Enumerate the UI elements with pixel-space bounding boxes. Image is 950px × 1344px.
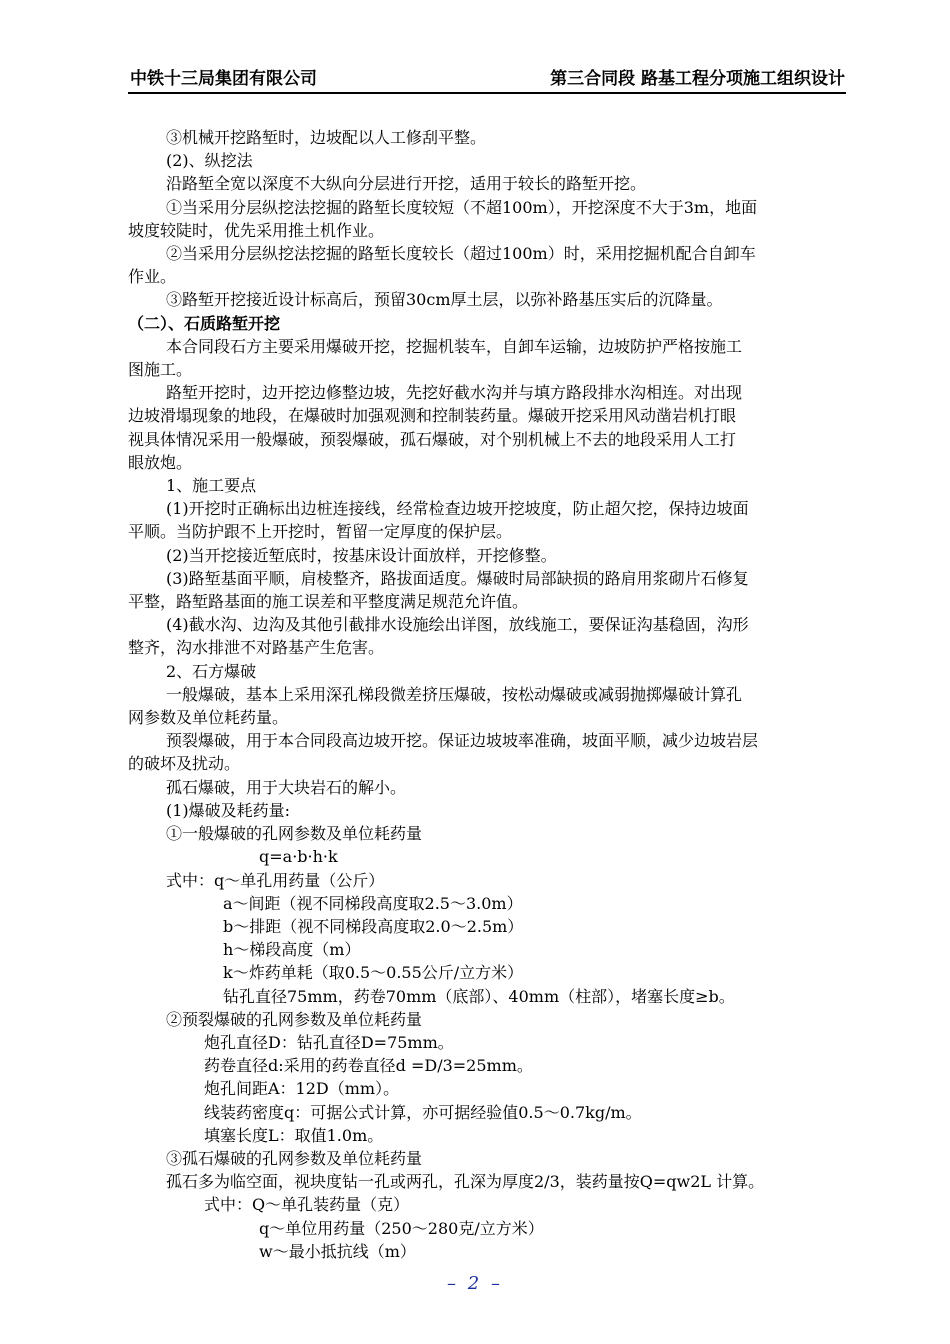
paragraph-line: ②当采用分层纵挖法挖掘的路堑长度较长（超过100m）时，采用挖掘机配合自卸车: [166, 244, 756, 264]
formula-definition: b～排距（视不同梯段高度取2.0～2.5m）: [223, 916, 524, 936]
paragraph-line: 的破坏及扰动。: [128, 754, 241, 774]
paragraph-line: ③机械开挖路堑时，边坡配以人工修刮平整。: [166, 128, 487, 147]
parameter-line: 药卷直径d:采用的药卷直径d =D/3=25mm。: [204, 1056, 533, 1076]
paragraph-line: 视具体情况采用一般爆破，预裂爆破，孤石爆破，对个别机械上不去的地段采用人工打: [128, 429, 737, 449]
paragraph-line: ③孤石爆破的孔网参数及单位耗药量: [166, 1148, 423, 1168]
formula-definition: 式中：q～单孔用药量（公斤）: [166, 870, 385, 890]
parameter-line: 填塞长度L：取值1.0m。: [204, 1125, 384, 1145]
subsection-heading: (2)、纵挖法: [166, 151, 253, 171]
paragraph-line: 作业。: [128, 267, 177, 287]
formula-definition: h～梯段高度（m）: [223, 940, 361, 960]
paragraph-line: ①一般爆破的孔网参数及单位耗药量: [166, 824, 423, 844]
paragraph-line: 预裂爆破，用于本合同段高边坡开挖。保证边坡坡率准确，坡面平顺，减少边坡岩层: [166, 731, 759, 751]
parameter-line: 炮孔直径D：钻孔直径D=75mm。: [204, 1032, 454, 1052]
paragraph-line: ①当采用分层纵挖法挖掘的路堑长度较短（不超100m），开挖深度不大于3m，地面: [166, 197, 758, 217]
formula-definition: w～最小抵抗线（m）: [259, 1241, 416, 1261]
paragraph-line: 坡度较陡时，优先采用推土机作业。: [128, 220, 385, 240]
paragraph-line: (1)开挖时正确标出边桩连接线，经常检查边坡开挖坡度，防止超欠挖，保持边坡面: [166, 499, 749, 519]
paragraph-line: 孤石多为临空面，视块度钻一孔或两孔，孔深为厚度2/3，装药量按Q=qw2L 计算。: [166, 1172, 765, 1192]
paragraph-line: ③路堑开挖接近设计标高后，预留30cm厚土层，以弥补路基压实后的沉降量。: [166, 290, 723, 310]
paragraph-line: ②预裂爆破的孔网参数及单位耗药量: [166, 1009, 423, 1029]
header-company: 中铁十三局集团有限公司: [130, 69, 317, 89]
paragraph-line: 一般爆破，基本上采用深孔梯段微差挤压爆破，按松动爆破或减弱抛掷爆破计算孔: [166, 684, 743, 704]
formula-line: q=a·b·h·k: [259, 847, 338, 867]
paragraph-line: (2)当开挖接近堑底时，按基床设计面放样，开挖修整。: [166, 545, 557, 565]
paragraph-line: (1)爆破及耗药量:: [166, 800, 291, 820]
paragraph-line: 整齐，沟水排泄不对路基产生危害。: [128, 638, 385, 658]
header-document-title: 第三合同段 路基工程分项施工组织设计: [550, 69, 845, 89]
page-number: – 2 –: [447, 1273, 503, 1294]
paragraph-line: 眼放炮。: [128, 452, 193, 472]
paragraph-line: 本合同段石方主要采用爆破开挖，挖掘机装车，自卸车运输，边坡防护严格按施工: [166, 336, 743, 356]
section-heading: （二）、石质路堑开挖: [128, 313, 281, 333]
header-divider: [128, 92, 846, 94]
paragraph-line: 沿路堑全宽以深度不大纵向分层进行开挖，适用于较长的路堑开挖。: [166, 174, 647, 194]
formula-definition: k～炸药单耗（取0.5～0.55公斤/立方米）: [223, 963, 524, 983]
formula-definition: 式中：Q～单孔装药量（克）: [204, 1195, 410, 1215]
paragraph-line: 孤石爆破，用于大块岩石的解小。: [166, 777, 407, 797]
parameter-line: 炮孔间距A：12D（mm）。: [204, 1079, 400, 1099]
paragraph-line: 网参数及单位耗药量。: [128, 708, 289, 728]
paragraph-line: 图施工。: [128, 360, 193, 380]
document-body: [128, 126, 848, 1263]
paragraph-line: 平整，路堑路基面的施工误差和平整度满足规范允许值。: [128, 592, 529, 612]
paragraph-line: 平顺。当防护跟不上开挖时，暂留一定厚度的保护层。: [128, 522, 513, 542]
subsection-heading: 2、石方爆破: [166, 661, 257, 681]
paragraph-line: 钻孔直径75mm，药卷70mm（底部）、40mm（柱部），堵塞长度≥b。: [223, 986, 735, 1006]
formula-definition: q～单位用药量（250～280克/立方米）: [259, 1218, 544, 1238]
formula-definition: a～间距（视不同梯段高度取2.5～3.0m）: [223, 893, 523, 913]
paragraph-line: 边坡滑塌现象的地段，在爆破时加强观测和控制装药量。爆破开挖采用风动凿岩机打眼: [128, 406, 737, 426]
subsection-heading: 1、施工要点: [166, 476, 257, 496]
paragraph-line: (3)路堑基面平顺，肩棱整齐，路拔面适度。爆破时局部缺损的路肩用浆砌片石修复: [166, 568, 749, 588]
parameter-line: 线装药密度q：可据公式计算，亦可据经验值0.5～0.7kg/m。: [204, 1102, 642, 1122]
paragraph-line: (4)截水沟、边沟及其他引截排水设施绘出详图，放线施工，要保证沟基稳固，沟形: [166, 615, 749, 635]
paragraph-line: 路堑开挖时，边开挖边修整边坡，先挖好截水沟并与填方路段排水沟相连。对出现: [166, 383, 743, 403]
